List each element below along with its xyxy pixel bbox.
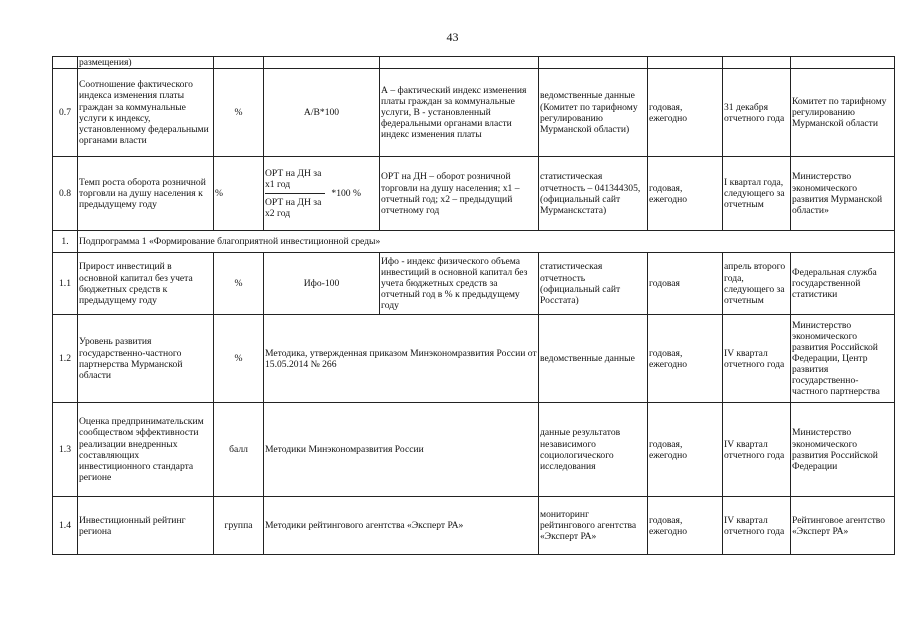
fraction-bar bbox=[265, 193, 325, 194]
deadline-cell: IV квартал отчетного года bbox=[723, 403, 791, 497]
deadline-cell: 31 декабря отчетного года bbox=[723, 69, 791, 157]
responsible-cell: Комитет по тарифному регулированию Мурманской области bbox=[791, 69, 895, 157]
periodicity-cell: годовая bbox=[648, 253, 723, 315]
indicator-cell: Прирост инвестиций в основной капитал без учета бюджетных средств к предыдущему году bbox=[78, 253, 214, 315]
source-cell: статистическая отчетность (официальный сайт Росстата) bbox=[539, 253, 648, 315]
formula-multiplier: *100 % bbox=[331, 188, 361, 200]
section-row bbox=[53, 231, 895, 253]
fraction-numerator: ОРТ на ДН за x1 год bbox=[265, 167, 322, 190]
unit-cell: % bbox=[214, 315, 264, 403]
source-cell: ведомственные данные (Комитет по тарифному регулированию Мурманской области) bbox=[539, 69, 648, 157]
responsible-cell: Министерство экономического развития Российской Федерации bbox=[791, 403, 895, 497]
row-number: 1.2 bbox=[53, 315, 78, 403]
indicator-cell: Инвестиционный рейтинг региона bbox=[78, 497, 214, 555]
table-row bbox=[53, 157, 895, 231]
row-number: 1.4 bbox=[53, 497, 78, 555]
indicators-table bbox=[52, 56, 895, 555]
row-number: 1. bbox=[53, 231, 78, 253]
deadline-cell: IV квартал отчетного года bbox=[723, 497, 791, 555]
indicator-cell: Темп роста оборота розничной торговли на душу населения к предыдущему году bbox=[78, 157, 214, 231]
method-cell: Методики Минэкономразвития России bbox=[264, 403, 539, 497]
deadline-cell: IV квартал отчетного года bbox=[723, 315, 791, 403]
unit-cell: группа bbox=[214, 497, 264, 555]
method-cell: Методика, утвержденная приказом Минэкономразвития России от 15.05.2014 № 266 bbox=[264, 315, 539, 403]
responsible-cell: Министерство экономического развития Российской Федерации, Центр развития государственно-частного партнерства bbox=[791, 315, 895, 403]
description-cell: ОРТ на ДН – оборот розничной торговли на душу населения; x1 – отчетный год; x2 – предыдущий отчетному год bbox=[380, 157, 539, 231]
periodicity-cell: годовая, ежегодно bbox=[648, 403, 723, 497]
formula-cell: А/В*100 bbox=[264, 69, 380, 157]
formula-cell bbox=[264, 157, 380, 231]
table-row bbox=[53, 403, 895, 497]
row-number: 1.3 bbox=[53, 403, 78, 497]
indicator-cell: Оценка предпринимательским сообществом эффективности реализации внедренных составляющих инвестиционного стандарта регионе bbox=[78, 403, 214, 497]
unit-cell: балл bbox=[214, 403, 264, 497]
row-number: 1.1 bbox=[53, 253, 78, 315]
deadline-cell: I квартал года, следующего за отчетным bbox=[723, 157, 791, 231]
table-row bbox=[53, 497, 895, 555]
table-row bbox=[53, 253, 895, 315]
fraction bbox=[265, 168, 325, 220]
fraction-denominator: ОРТ на ДН за x2 год bbox=[265, 197, 322, 220]
source-cell: данные результатов независимого социологического исследования bbox=[539, 403, 648, 497]
description-cell: Ифо - индекс физического объема инвестиций в основной капитал без учета бюджетных средств за отчетный год в % к предыдущему году bbox=[380, 253, 539, 315]
responsible-cell: Рейтинговое агентство «Эксперт РА» bbox=[791, 497, 895, 555]
source-cell: статистическая отчетность – 041344305, (официальный сайт Мурманскстата) bbox=[539, 157, 648, 231]
subprogram-title: Подпрограмма 1 «Формирование благоприятной инвестиционной среды» bbox=[78, 231, 895, 253]
source-cell: ведомственные данные bbox=[539, 315, 648, 403]
periodicity-cell: годовая, ежегодно bbox=[648, 69, 723, 157]
source-cell: мониторинг рейтингового агентства «Эксперт РА» bbox=[539, 497, 648, 555]
periodicity-cell: годовая, ежегодно bbox=[648, 157, 723, 231]
page-number: 43 bbox=[446, 30, 459, 44]
periodicity-cell: годовая, ежегодно bbox=[648, 315, 723, 403]
table-row bbox=[53, 315, 895, 403]
indicator-cell: Соотношение фактического индекса изменения платы граждан за коммунальные услуги к индексу, установленному федеральными органами власти bbox=[78, 69, 214, 157]
table-row bbox=[53, 57, 895, 69]
unit-cell: % bbox=[214, 69, 264, 157]
row-number: 0.7 bbox=[53, 69, 78, 157]
row-number: 0.8 bbox=[53, 157, 78, 231]
responsible-cell: Министерство экономического развития Мурманской области» bbox=[791, 157, 895, 231]
responsible-cell: Федеральная служба государственной статистики bbox=[791, 253, 895, 315]
description-cell: А – фактический индекс изменения платы граждан за коммунальные услуги, В - установленный федеральными органами власти индекс изменения платы bbox=[380, 69, 539, 157]
indicator-cell: размещения) bbox=[78, 57, 214, 69]
periodicity-cell: годовая, ежегодно bbox=[648, 497, 723, 555]
unit-cell: % bbox=[214, 157, 264, 231]
method-cell: Методики рейтингового агентства «Эксперт РА» bbox=[264, 497, 539, 555]
indicator-cell: Уровень развития государственно-частного партнерства Мурманской области bbox=[78, 315, 214, 403]
formula-cell: Ифо-100 bbox=[264, 253, 380, 315]
table-row bbox=[53, 69, 895, 157]
deadline-cell: апрель второго года, следующего за отчетным bbox=[723, 253, 791, 315]
unit-cell: % bbox=[214, 253, 264, 315]
